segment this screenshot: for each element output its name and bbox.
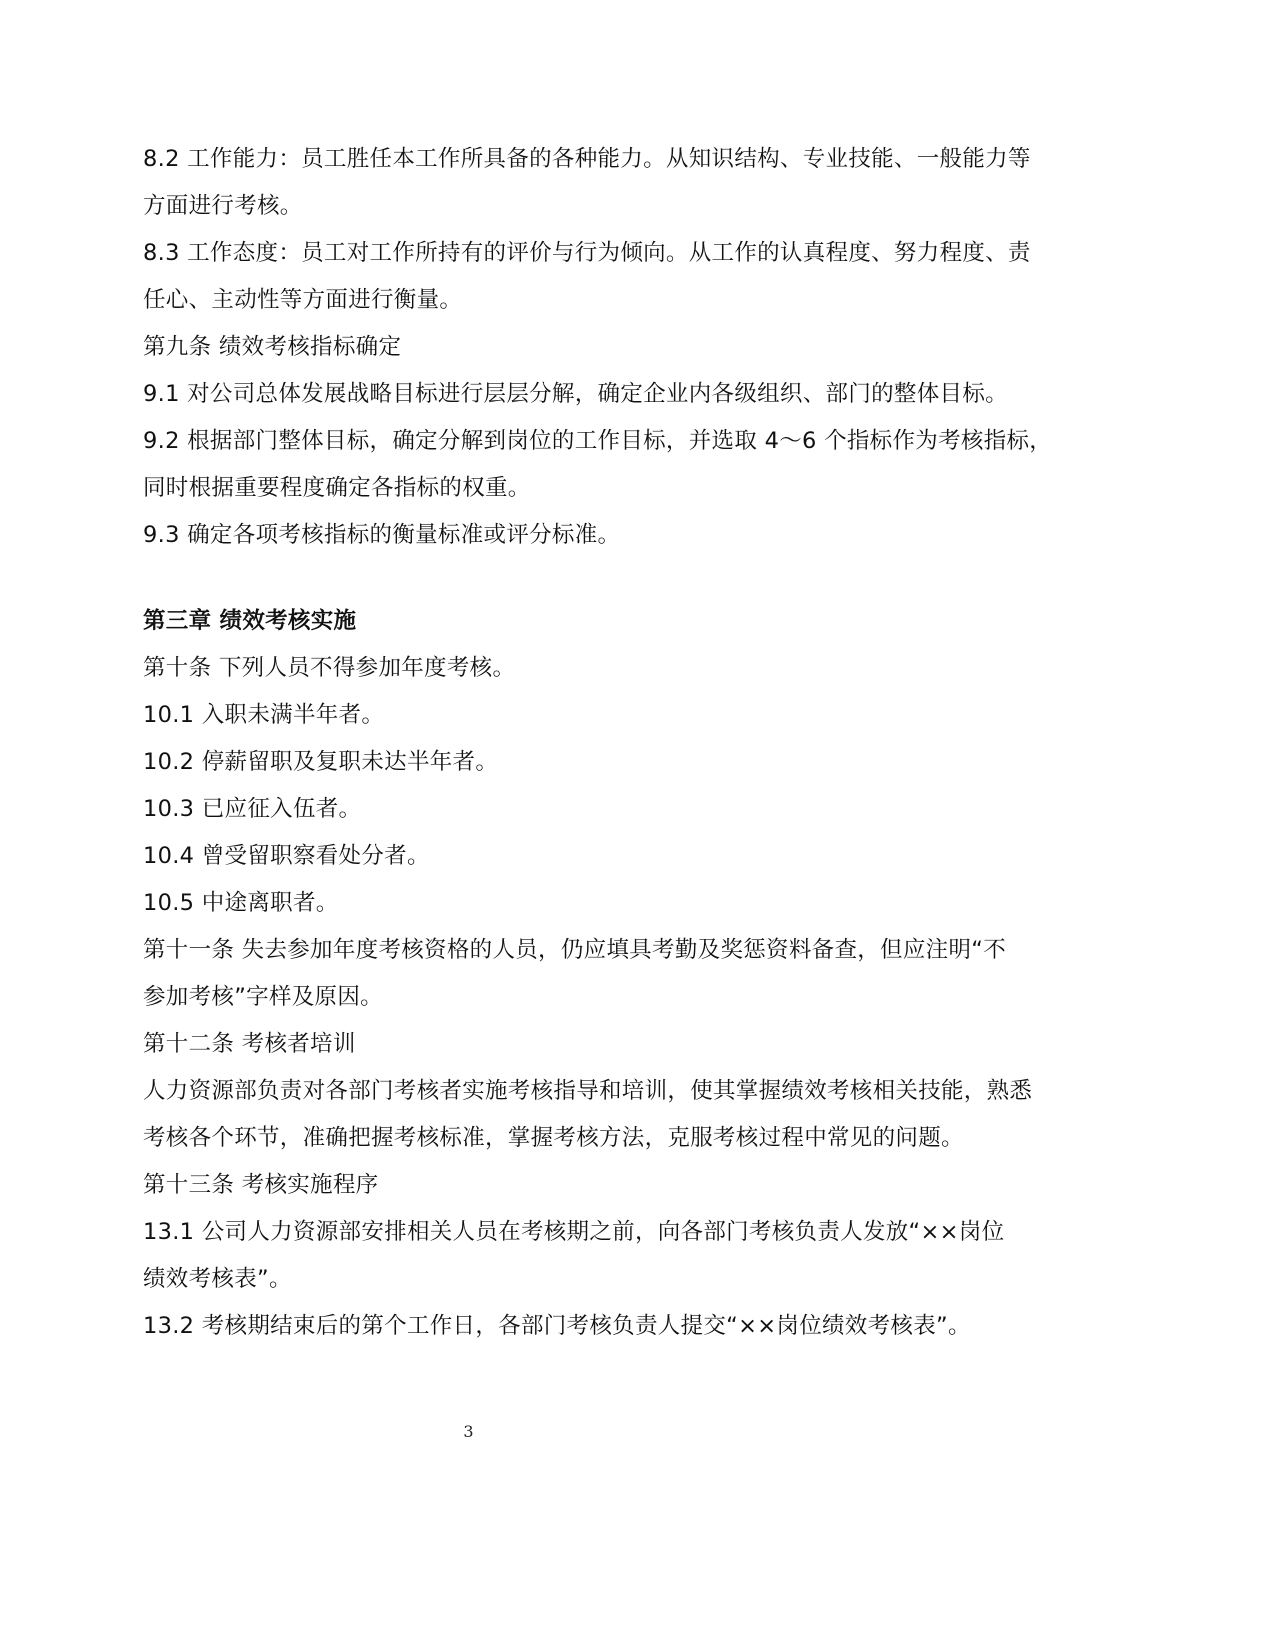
text-line: 任心、主动性等方面进行衡量。: [143, 287, 463, 313]
text-line: 考核各个环节，准确把握考核标准，掌握考核方法，克服考核过程中常见的问题。: [143, 1125, 964, 1151]
article-heading: 第十条 下列人员不得参加年度考核。: [143, 655, 516, 681]
text-line: 8.2 工作能力：员工胜任本工作所具备的各种能力。从知识结构、专业技能、一般能力等: [143, 146, 1031, 172]
article-heading: 第十一条 失去参加年度考核资格的人员，仍应填具考勤及奖惩资料备查，但应注明“不: [143, 937, 1007, 963]
text-line: 9.1 对公司总体发展战略目标进行层层分解，确定企业内各级组织、部门的整体目标。: [143, 381, 1008, 407]
text-line: 10.5 中途离职者。: [143, 890, 339, 916]
page-content: [143, 136, 1088, 1350]
text-line: 13.1 公司人力资源部安排相关人员在考核期之前，向各部门考核负责人发放“××岗位: [143, 1219, 1005, 1245]
text-line: 10.3 已应征入伍者。: [143, 796, 362, 822]
article-heading: 第十二条 考核者培训: [143, 1031, 356, 1057]
text-line: 方面进行考核。: [143, 193, 303, 219]
text-line: 9.3 确定各项考核指标的衡量标准或评分标准。: [143, 522, 621, 548]
article-heading: 第九条 绩效考核指标确定: [143, 334, 402, 360]
section-spacer: [143, 559, 1088, 598]
chapter-heading: 第三章 绩效考核实施: [143, 608, 357, 634]
text-line: 10.2 停薪留职及复职未达半年者。: [143, 749, 499, 775]
text-line: 同时根据重要程度确定各指标的权重。: [143, 475, 531, 501]
text-line: 9.2 根据部门整体目标，确定分解到岗位的工作目标，并选取 4～6 个指标作为考核指标，: [143, 428, 1053, 454]
text-line: 10.1 入职未满半年者。: [143, 702, 385, 728]
text-line: 10.4 曾受留职察看处分者。: [143, 843, 430, 869]
text-line: 8.3 工作态度：员工对工作所持有的评价与行为倾向。从工作的认真程度、努力程度、责: [143, 240, 1031, 266]
text-line: 13.2 考核期结束后的第个工作日，各部门考核负责人提交“××岗位绩效考核表”。: [143, 1313, 971, 1339]
text-line: 参加考核”字样及原因。: [143, 984, 383, 1010]
text-line: 绩效考核表”。: [143, 1266, 292, 1292]
article-heading: 第十三条 考核实施程序: [143, 1172, 379, 1198]
page-number: 3: [463, 1422, 474, 1441]
text-line: 人力资源部负责对各部门考核者实施考核指导和培训，使其掌握绩效考核相关技能，熟悉: [143, 1078, 1033, 1104]
